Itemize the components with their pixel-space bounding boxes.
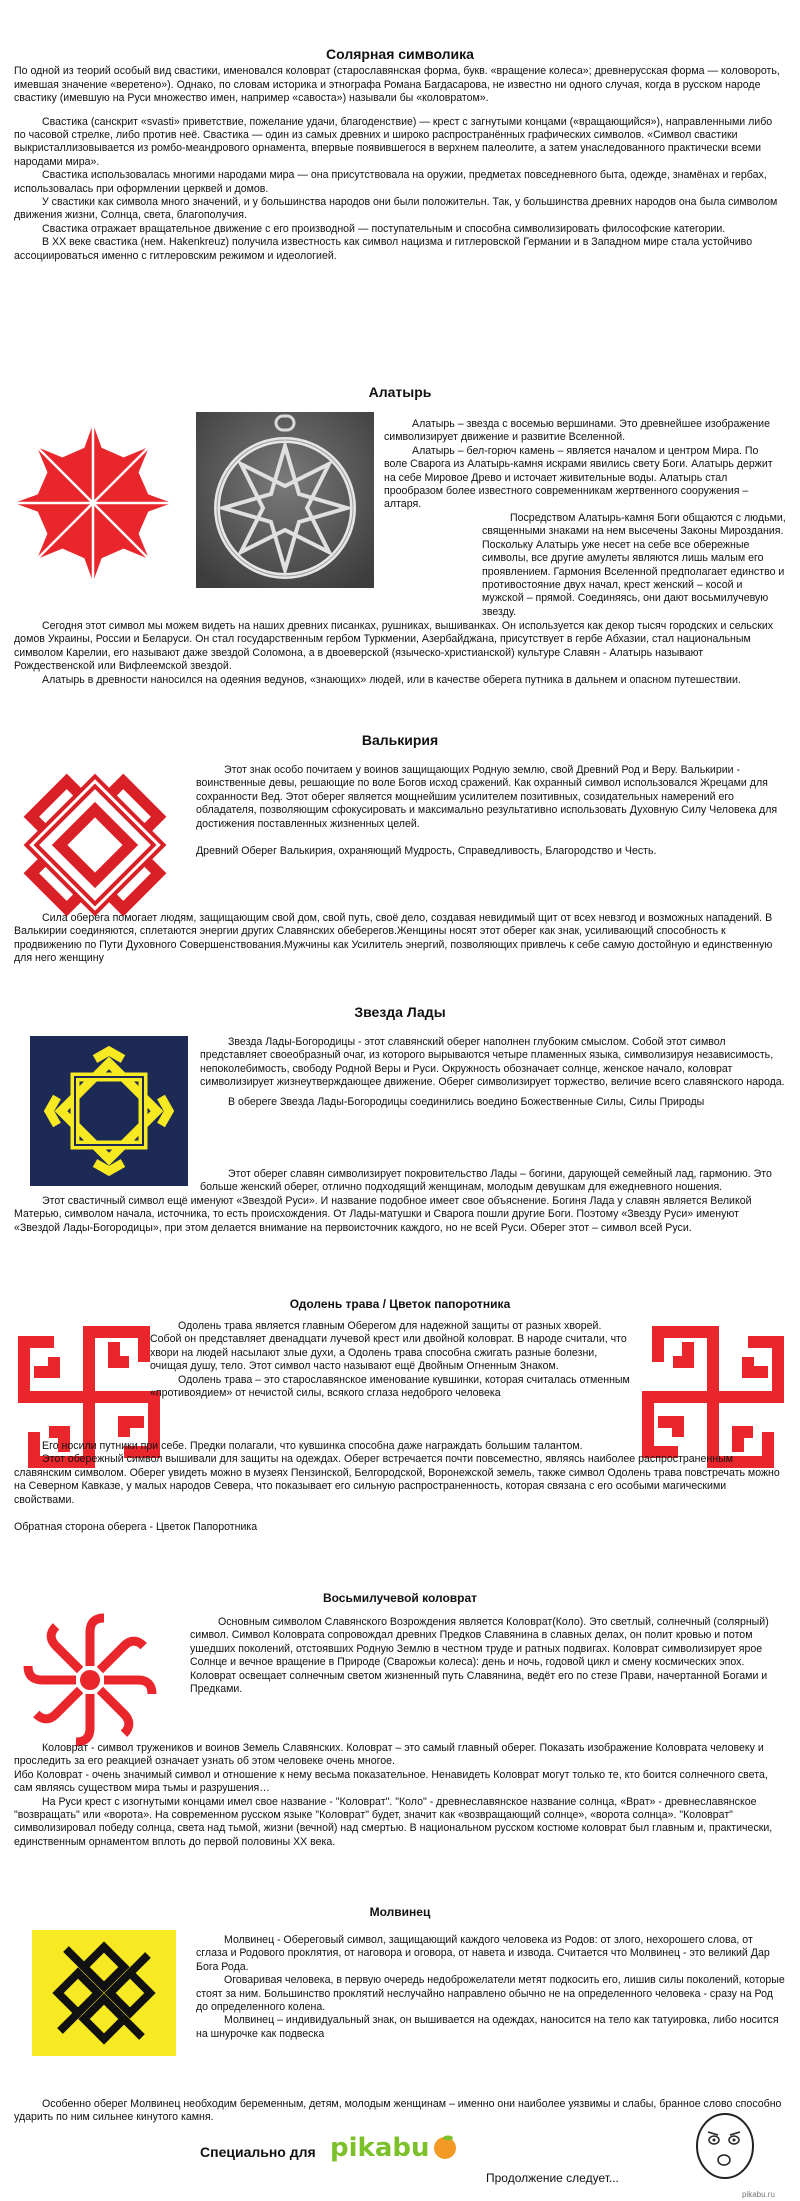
alatyr-text-bottom <box>14 620 786 687</box>
paragraph: Этот свастичный символ ещё именуют «Звездой Руси». И название подобное имеет свое объяснение. Богиня Лада у славян является Великой Матерью, символом начала, источника, то есть происхождения. От Лады-матушки и Сварога пошли другие Боги. Поэтому «Звезду Руси» именуют «Звездой Лады-Богородицы», при этом делается внимание на первоисточник каждого, но не всей Руси. Оберег этот – символ всей Руси. <box>14 1194 752 1234</box>
paragraph: Алатырь – бел-горюч камень – является началом и центром Мира. По воле Сварога из Алатырь-камня искрами явились свету Боги. Алатырь держит на себе Мировое Древо и источает живительные воды. Алатырь стал прообразом более известного современникам жертвенного сооружения – алтаря. <box>384 444 773 511</box>
section-molvinets <box>0 1906 800 1923</box>
paragraph: Сегодня этот символ мы можем видеть на наших древних писанках, рушниках, вышиванках. Он используется как декор тысяч городских и сельских домов Украины, России и Беларуси. Он стал государственным гербом Туркмении, Азербайджана, присутствует в гербе Абхазии, стал национальным символом Карелии, его называют даже звездой Соломона, а в двоеверской (языческо-христианской) культуре Славян - Алатырь называют Рождественской или Вифлеемской звездой. <box>14 620 774 673</box>
section-solar <box>0 48 800 263</box>
continuation-label: Продолжение следует... <box>486 2171 619 2185</box>
paragraph: Ибо Коловрат - очень значимый символ и отношение к нему весьма показательное. Ненавидеть Коловрат могут только те, кто боится солнечного света, сам являясь существом мира тьмы и разрушения… <box>14 1768 768 1795</box>
valkyrie-text-bottom <box>14 912 786 966</box>
section-title: Валькирия <box>361 732 439 748</box>
paragraph: Молвинец - Обереговый символ, защищающий каждого человека из Родов: от злого, нехорошего слова, от сглаза и Родового проклятия, от наговора и оговора, от навета и извода. Считается что Молвинец - это великий Дар Бога Рода. <box>196 1934 770 1973</box>
paragraph: Этот знак особо почитаем у воинов защищающих Родную землю, свой Древний Род и Веру. Валькирии - воинственные девы, решающие по воле Богов исход сражений. Как охранный символ использовался Жрецами для сохранности Вед. Этот оберег является мощнейшим усилителем позитивных, созидательных намерений его обладателя, позволяющим сфокусировать и максимально результативно использовать Духовную Силу Человека для достижения поставленных жизненных целей. <box>196 764 778 830</box>
paragraph: Свастика использовалась многими народами мира — она присутствовала на оружии, предметах повседневного быта, одежде, знамёнах и гербах, использовалась при оформлении церквей и домов. <box>14 169 767 195</box>
section-odolen <box>0 1298 800 1315</box>
paragraph: Коловрат - символ тружеников и воинов Земель Славянских. Коловрат – это самый главный оберег. Показать изображение Коловрата человеку и проследить за его реакцией означает узнать об этом человеке очень многое. <box>14 1742 764 1768</box>
alatyr-text-body <box>14 512 786 619</box>
paragraph: Сила оберега помогает людям, защищающим свой дом, свой путь, своё дело, создавая невидимый щит от всех невзгод и возможных нападений. В Валькирии соединяются, сплетаются энергии других Славянских обеберегов.Женщины носят этот оберег как знак, усиливающий способность к продвижению по Пути Духовного Совершенствования.Мужчины как Усилитель энергий, позволяющих привлечь к себе самую достойную и единственную для него женщину <box>14 912 773 965</box>
kolovrat-sun-icon <box>20 1610 160 1750</box>
odolen-text-bottom <box>14 1440 786 1534</box>
paragraph: Этот оберег славян символизирует покровительство Лады – богини, дарующей семейный лад, гармонию. Это больше женский оберег, отлично подходящий женщинам, молодым девушкам для ежедневного ношения. <box>200 1168 772 1194</box>
paragraph: В XX веке свастика (нем. Hakenkreuz) получила известность как символ нацизма и гитлеровской Германии и в Западном мире стала устойчиво ассоциироваться именно с гитлеровским режимом и идеологией. <box>14 236 753 262</box>
image-caption: Обратная сторона оберега - Цветок Папоротника <box>14 1521 258 1534</box>
paragraph: Основным символом Славянского Возрождения является Коловрат(Коло). Это светлый, солнечный (солярный) символ. Символ Коловрата сопровождал древних Предков Славянина в славных делах, он полит кровью и потом ушедших поколений, отстоявших Родную Землю в честном труде и ратных подвигах. Коловрат символизирует ярое Солнце и вечное вращение в Природе (Сварожьи колеса): день и ночь, годовой цикл и смену космических эпох. Коловрат освещает солнечным светом жизненный путь Славянина, ведёт его по стезе Прави, начертанной Богами и Предками. <box>190 1616 769 1696</box>
paragraph: По одной из теорий особый вид свастики, именовался коловрат (старославянская форма, букв. «вращение колеса»; древнерусская форма — коловороть, имевшая значение «веретено»). Однако, по словам историка и этнографа Романа Багдасарова, не известно ни одного случая, когда в русском народе свастику (имевшую на Руси множество имен, например «савоста») называли бы «коловратом». <box>14 65 780 105</box>
section-title: Молвинец <box>369 1905 431 1919</box>
paragraph: Этот обережный символ вышивали для защиты на одеждах. Оберег встречается почти повсеместно, являясь наиболее распространенным славянским символом. Оберег увидеть можно в музеях Пензинской, Белгородской, Воронежской земель, также символ Одолень трава повстречать можно на Северном Кавказе, у малых народов Севера, что показывает его сильную распространенность, которая связана с его особыми магическими свойствами. <box>14 1453 780 1506</box>
paragraph: Оговаривая человека, в первую очередь недоброжелатели метят подкосить его, лишив силы поколений, которые стоят за ним. Большинство проклятий неслучайно направлено обычно не на определенного человека - сразу на Род до определенного колена. <box>196 1974 785 2014</box>
pikabu-logo[interactable] <box>330 2133 458 2163</box>
lada-text-right <box>200 1036 786 1109</box>
section-alatyr <box>0 386 800 403</box>
kolovrat-text-right <box>190 1616 786 1696</box>
molvinets-text-right <box>196 1934 786 2041</box>
molvinets-symbol-icon <box>32 1930 176 2056</box>
paragraph: Одолень трава является главным Оберегом для надежной защиты от разных хворей. Собой он представляет двенадцати лучевой крест или двойной коловрат. В народе считали, что хвори на людей насылают злые духи, а Одолень трава способна сжигать разные болезни, очищая душу, тело. Этот символ часто называют ещё Двойным Огненным Знаком. <box>150 1320 627 1373</box>
lada-text-bottom <box>14 1168 786 1235</box>
section-kolovrat <box>0 1592 800 1609</box>
section-title: Одолень трава / Цветок папоротника <box>289 1297 511 1311</box>
special-for-label: Специально для <box>200 2144 316 2160</box>
watermark: pikabu.ru <box>742 2190 775 2199</box>
lada-star-icon <box>30 1036 188 1186</box>
paragraph: В обереге Звезда Лады-Богородицы соединились воедино Божественные Силы, Силы Природы <box>228 1095 705 1108</box>
molvinets-text-bottom <box>14 2098 786 2125</box>
paragraph: Свастика (санскрит «svasti» приветствие, пожелание удачи, благоденствие) — крест с загнутыми концами («вращающийся»), направленными либо по часовой стрелке, либо против неё. Свастика — один из самых древних и широко распространённых графических символов. «Символ свастики выкристаллизовывается из ромбо-меандрового орнамента, впервые появившегося в верхнем палеолите, а затем унаследованного практически всеми народами мира». <box>14 115 773 168</box>
section-title: Звезда Лады <box>354 1004 446 1020</box>
section-title: Солярная символика <box>326 46 474 62</box>
troll-face-icon <box>690 2108 760 2188</box>
paragraph: Его носили путники при себе. Предки полагали, что кувшинка способна даже награждать большим талантом. <box>42 1440 583 1452</box>
section-title: Восьмилучевой коловрат <box>322 1591 478 1605</box>
paragraph: У свастики как символа много значений, и у большинства народов они были положительн. Так, у большинства древних народов она была символом движения жизни, Солнца, света, благополучия. <box>14 196 778 222</box>
alatyr-text-right <box>384 418 784 512</box>
paragraph: Молвинец – индивидуальный знак, он вышивается на одеждах, наносится на тело как татуировка, либо носится на шнурочке как подвеска <box>196 2014 779 2040</box>
paragraph: На Руси крест с изогнутыми концами имел свое название - "Коловрат". "Коло" - древнеславянское название солнца, «Врат» - древнеславянское "возвращать" или «ворота». На современном русском языке "Коловрат" будет, значит как «возвращающий солнце», «ворота солнца». "Коловрат" символизировал победу солнца, света над тьмой, жизни (вечной) над смертью. В национальном русском костюме коловрат был главным и, практически, единственным орнаментом вплоть до первой половины XX века. <box>14 1795 773 1848</box>
paragraph: Звезда Лады-Богородицы - этот славянский оберег наполнен глубоким смыслом. Собой этот символ представляет своеобразный очаг, из которого вырываются четыре пламенных языка, символизируя независимость, непоколебимость, свободу Родной Веры и Руси. Окружность обозначает солнце, женское начало, коловрат символизирует жизнеутверждающее движение. Оберег символизирует торжество, величие всего славянского народа. <box>200 1036 785 1089</box>
section-valkyrie <box>0 734 800 751</box>
odolen-text-center <box>150 1320 630 1400</box>
paragraph: Одолень трава – это старославянское именование кувшинки, которая считалась отменным «противоядием» от нечистой силы, всякого сглаза недоброго человека <box>150 1373 630 1400</box>
pikabu-logo-text: pikabu <box>330 2133 430 2163</box>
paragraph: Посредством Алатырь-камня Боги общаются с людьми, священными знаками на нем высечены Законы Мироздания. Поскольку Алатырь уже несет на себе все обережные символы, все другие амулеты являются лишь малым его проявлением. Гармония Вселенной предполагает единство и противостояние двух начал, крест женский – косой и мужской – прямой. Соединяясь, они дают восьмилучевую звезду. <box>482 512 786 618</box>
valkyrie-symbol-icon <box>14 764 176 926</box>
valkyrie-text-right <box>196 764 786 858</box>
kolovrat-text-bottom <box>14 1742 786 1849</box>
section-lada <box>0 1006 800 1023</box>
paragraph: Свастика отражает вращательное движение с его производной — поступательным и способна символизировать философские категории. <box>42 222 726 235</box>
paragraph: Древний Оберег Валькирия, охраняющий Мудрость, Справедливость, Благородство и Честь. <box>196 845 657 858</box>
orange-fruit-icon <box>432 2134 458 2160</box>
paragraph: Алатырь в древности наносился на одеяния ведунов, «знающих» людей, или в качестве оберега путника в дальнем и опасном путешествии. <box>42 673 741 686</box>
paragraph: Алатырь – звезда с восемью вершинами. Это древнейшее изображение символизирует движение и развитие Вселенной. <box>384 418 770 444</box>
paragraph: Особенно оберег Молвинец необходим беременным, детям, молодым женщинам – именно они наиболее уязвимы и слабы, бранное слово способно ударить по ним сильнее кинутого камня. <box>14 2098 782 2124</box>
section-title: Алатырь <box>368 384 432 400</box>
